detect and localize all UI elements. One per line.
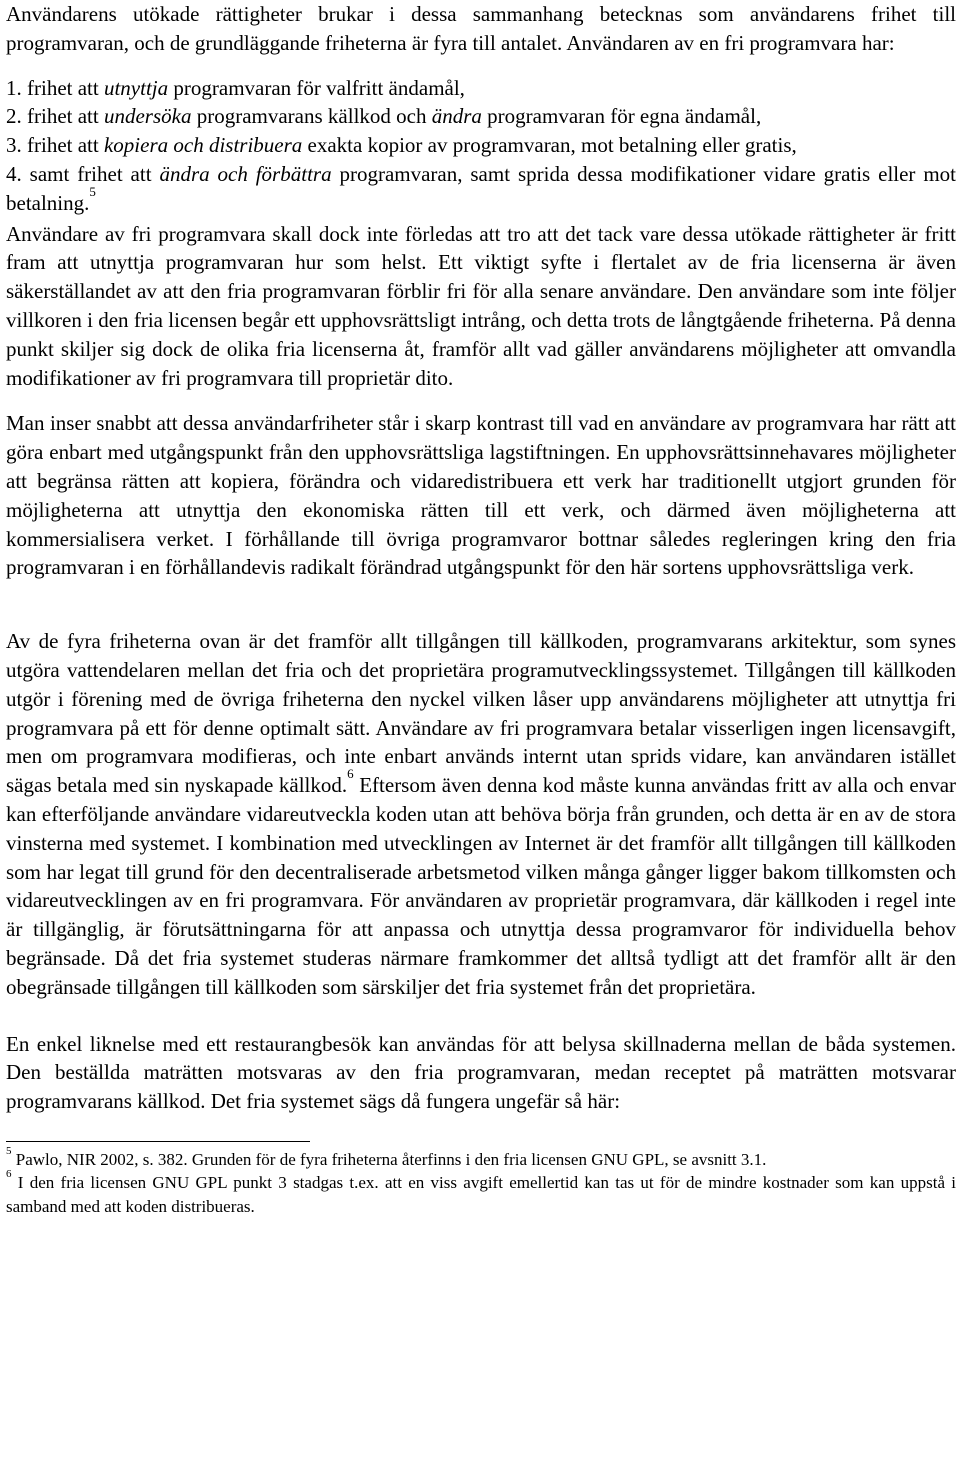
footnote-5: $^5$ Pawlo, NIR 2002, s. 382. Grunden för de fyra friheterna återfinns i den fria licensen GNU GPL, se avsnitt 3.1. [6,1144,767,1169]
freedom-item-4: 4. samt frihet att ändra och förbättra programvaran, samt sprida dessa modifikationer vidare gratis eller mot betalning.$^5$ [6,161,956,215]
footnote-6: $^6$ I den fria licensen GNU GPL punkt 3 stadgas t.ex. att en viss avgift emellertid kan tas ut för de mindre kostnader som kan uppstå i samband med att koden distribueras. [6,1168,956,1216]
freedom-item-3: 3. frihet att kopiera och distribuera exakta kopior av programvaran, mot betalning eller gratis, [6,133,797,158]
freedom-item-2: 2. frihet att undersöka programvarans källkod och ändra programvaran för egna ändamål, [6,104,762,129]
freedom-item-1: 1. frihet att utnyttja programvaran för valfritt ändamål, [6,75,465,100]
paragraph-en-enkel: En enkel liknelse med ett restaurangbesök kan användas för att belysa skillnaderna mellan de båda systemen. Den beställda maträtten motsvaras av den fria programvaran, medan receptet på maträtten motsvarar programvarans källkod. Det fria systemet sägs då fungera ungefär så här: [6,1031,956,1114]
spacer [6,58,956,74]
footnote-ref-6[interactable]: 6 [347,766,354,782]
paragraph-man-inser: Man inser snabbt att dessa användarfriheter står i skarp kontrast till vad en användare av programvara har rätt att göra enbart med utgångspunkt från den upphovsrättsliga lagstiftningen. En upphovsrättsinnehavares möjligheter att begränsa rätten att kopiera, förändra och vidaredistribuera ett verk har traditionellt utgjort grunden för möjligheterna att utnyttja den ekonomiska rätten till ett verk, och därmed även möjligheterna att kommersialisera verket. I förhållande till övriga programvaror bottnar således regleringen kring den fria programvaran i en förhållandevis radikalt förändrad utgångspunkt för den här sortens upphovsrättsliga verk. [6,411,956,580]
footnotes [6,1144,956,1219]
intro-paragraph: Användarens utökade rättigheter brukar i dessa sammanhang betecknas som användarens frihet till programvaran, och de grundläggande friheterna är fyra till antalet. Användaren av en fri programvara har: [6,2,956,55]
footnote-separator [6,1141,310,1142]
document-page [6,0,956,1218]
freedoms-list [6,74,956,218]
footnote-ref-5[interactable]: 5 [89,183,96,199]
paragraph-users: Användare av fri programvara skall dock inte förledas att tro att det tack vare dessa utökade rättigheter är fritt fram att utnyttja programvaran hur som helst. Ett viktigt syfte i flertalet av de fria licenserna är även säkerställandet av att den fria programvaran förblir fri för alla senare användare. Den användare som inte följer villkoren i den fria licensen begår ett upphovsrättsligt intrång, och detta trots de långtgående friheterna. På denna punkt skiljer sig dock de olika fria licenserna åt, framför allt vad gäller användarens möjligheter att omvandla modifikationer av fri programvara till proprietär dito. [6,221,956,390]
paragraph-av-de-fyra: Av de fyra friheterna ovan är det framför allt tillgången till källkoden, programvarans arkitektur, som synes utgöra vattendelaren mellan det fria och det proprietära programutvecklingssystemet. Tillgången till källkoden utgör i förening med de övriga friheterna den nyckel vilken låser upp användarens möjligheter att utnyttja fri programvara på ett för denne optimalt sätt. Användare av fri programvara betalar visserligen ingen licensavgift, men om programvara modifieras, och inte enbart används internt utan sprids vidare, kan användaren istället sägas betala med sin nyskapade källkod.$^6$ Eftersom även denna kod måste kunna användas fritt av alla och envar kan efterföljande användare vidareutveckla koden utan att behöva börja från grunden, och detta är en av de stora vinsterna med systemet. I kombination med utvecklingen av Internet är det framför allt tillgången till källkoden som har legat till grund för den decentraliserade arbetsmetod vilken många gånger ligger bakom tillkomsten och vidareutvecklingen av en fri programvara. För användaren av proprietär programvara, där källkoden i regel inte är tillgänglig, är förutsättningarna för att anpassa och utnyttja dessa programvaror för individuella behov begränsade. Då det fria systemet studeras närmare framkommer det alltså tydligt att det framför allt är den obegränsade tillgången till källkoden som särskiljer det fria systemet från det proprietära. [6,629,957,999]
